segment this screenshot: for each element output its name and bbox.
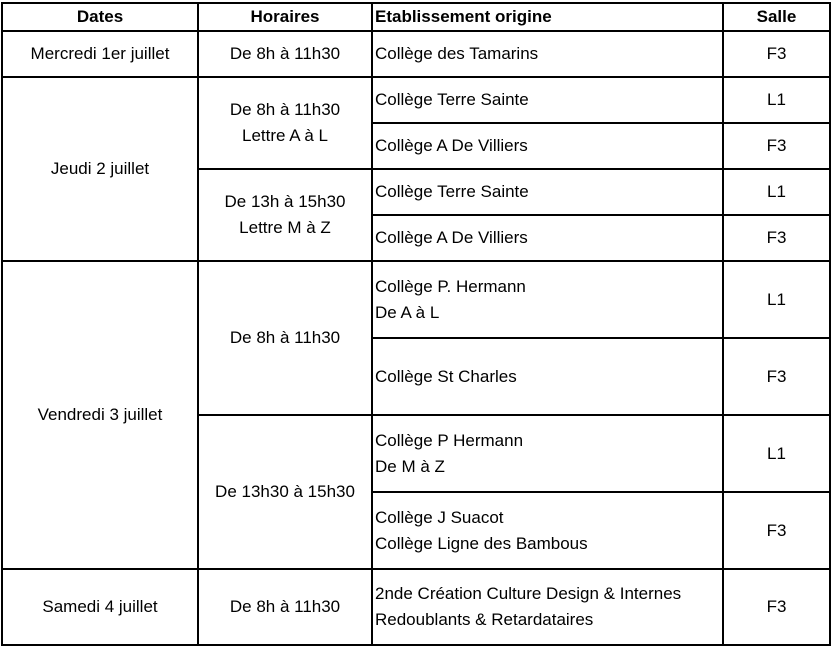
- etab-line: Collège P. Hermann: [375, 276, 526, 296]
- salle-cell: L1: [723, 77, 830, 123]
- slot-time: De 8h à 11h30: [229, 328, 341, 347]
- salle-cell: F3: [723, 215, 830, 261]
- slot-letters: Lettre A à L: [241, 126, 328, 145]
- etab-line: De A à L: [375, 302, 440, 322]
- etab-line: Collège A De Villiers: [375, 136, 528, 155]
- header-dates: Dates: [2, 3, 198, 31]
- slot-cell: [198, 169, 372, 261]
- header-etablissement: Etablissement origine: [372, 3, 723, 31]
- etab-cell: [372, 569, 723, 645]
- slot-time: De 8h à 11h30: [229, 100, 341, 119]
- etab-cell: [372, 415, 723, 492]
- day-cell: [2, 569, 198, 645]
- table-row: [2, 31, 830, 77]
- salle-cell: L1: [723, 415, 830, 492]
- slot-time: De 8h à 11h30: [229, 44, 341, 63]
- slot-cell: [198, 31, 372, 77]
- etab-line: Collège J Suacot: [375, 507, 504, 527]
- day-label: Vendredi 3 juillet: [37, 405, 163, 424]
- slot-cell: [198, 261, 372, 415]
- slot-time: De 13h30 à 15h30: [215, 482, 355, 501]
- etab-cell: [372, 492, 723, 569]
- slot-time: De 13h à 15h30: [224, 192, 346, 211]
- salle-cell: F3: [723, 31, 830, 77]
- slot-time: De 8h à 11h30: [229, 597, 341, 616]
- salle-cell: F3: [723, 492, 830, 569]
- day-label: Samedi 4 juillet: [42, 597, 158, 616]
- day-cell: [2, 261, 198, 569]
- etab-cell: [372, 123, 723, 169]
- etab-line: De M à Z: [375, 456, 445, 476]
- etab-line: Collège St Charles: [375, 366, 517, 386]
- etab-cell: [372, 77, 723, 123]
- slot-cell: [198, 415, 372, 569]
- table-row: [2, 77, 830, 123]
- salle-cell: L1: [723, 169, 830, 215]
- slot-cell: [198, 569, 372, 645]
- salle-cell: F3: [723, 338, 830, 415]
- etab-line: Collège A De Villiers: [375, 228, 528, 247]
- day-cell: [2, 31, 198, 77]
- etab-cell: [372, 261, 723, 338]
- day-label: Jeudi 2 juillet: [50, 159, 150, 178]
- table-row: [2, 261, 830, 338]
- etab-line: Collège Terre Sainte: [375, 182, 529, 201]
- etab-line: Collège P Hermann: [375, 430, 524, 450]
- etab-line: 2nde Création Culture Design & Internes: [375, 584, 682, 603]
- day-label: Mercredi 1er juillet: [30, 44, 170, 63]
- salle-cell: F3: [723, 123, 830, 169]
- etab-line: Collège des Tamarins: [375, 44, 539, 63]
- day-cell: [2, 77, 198, 261]
- header-salle: Salle: [723, 3, 830, 31]
- etab-cell: [372, 338, 723, 415]
- slot-cell: [198, 77, 372, 169]
- etab-cell: [372, 215, 723, 261]
- slot-letters: Lettre M à Z: [239, 218, 331, 237]
- schedule-table: [1, 2, 831, 646]
- table-row: [2, 569, 830, 645]
- etab-line: Redoublants & Retardataires: [375, 610, 594, 629]
- header-horaires: Horaires: [198, 3, 372, 31]
- etab-line: Collège Terre Sainte: [375, 90, 529, 109]
- salle-cell: F3: [723, 569, 830, 645]
- header-row: [2, 3, 830, 31]
- etab-cell: [372, 169, 723, 215]
- etab-cell: [372, 31, 723, 77]
- salle-cell: L1: [723, 261, 830, 338]
- etab-line: Collège Ligne des Bambous: [375, 533, 588, 553]
